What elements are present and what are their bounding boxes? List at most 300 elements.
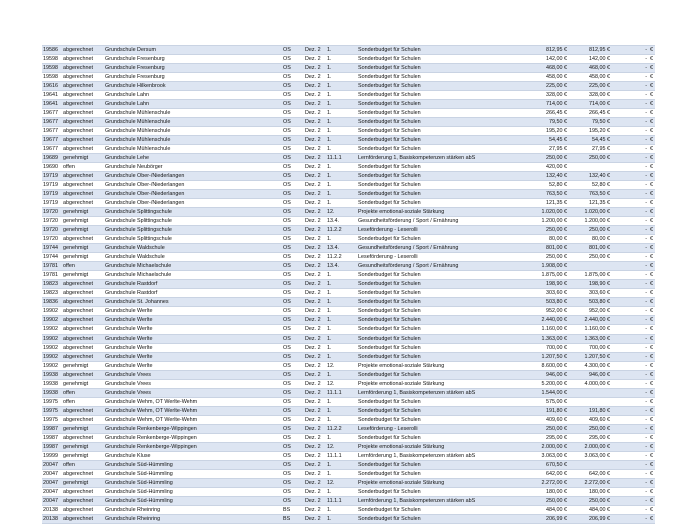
requested-amount-cell: 195,20 € bbox=[525, 127, 568, 136]
measure-cell: Sonderbudget für Schulen bbox=[357, 298, 525, 307]
currency-cell: € bbox=[650, 335, 653, 342]
remaining-amount-cell: - bbox=[611, 514, 648, 523]
approved-amount-cell: 4.000,00 € bbox=[568, 379, 611, 388]
remaining-amount-cell: - bbox=[611, 55, 648, 64]
remaining-amount-cell: - bbox=[611, 289, 648, 298]
table-row bbox=[42, 181, 655, 190]
measure-code-cell: 1. bbox=[326, 118, 357, 127]
school-cell: Grundschule Michaelschule bbox=[104, 262, 282, 271]
requested-amount-cell: 714,00 € bbox=[525, 100, 568, 109]
requested-amount-cell: 801,00 € bbox=[525, 244, 568, 253]
measure-cell: Projekte emotional-soziale Stärkung bbox=[357, 379, 525, 388]
region-cell: OS bbox=[282, 154, 304, 163]
department-cell: Dez. 2 bbox=[304, 433, 326, 442]
requested-amount-cell: 250,00 € bbox=[525, 154, 568, 163]
measure-cell: Leseförderung - Leserolli bbox=[357, 424, 525, 433]
table-row bbox=[42, 514, 655, 523]
school-cell: Grundschule Mühlenschule bbox=[104, 109, 282, 118]
department-cell: Dez. 2 bbox=[304, 478, 326, 487]
id-cell: 19744 bbox=[42, 244, 62, 253]
measure-cell: Sonderbudget für Schulen bbox=[357, 271, 525, 280]
status-cell: offen bbox=[62, 262, 104, 271]
measure-cell: Gesundheitsförderung / Sport / Ernährung bbox=[357, 217, 525, 226]
id-cell: 19823 bbox=[42, 280, 62, 289]
measure-cell: Sonderbudget für Schulen bbox=[357, 352, 525, 361]
school-cell: Grundschule Wehm, OT Werlte-Wehm bbox=[104, 406, 282, 415]
department-cell: Dez. 2 bbox=[304, 55, 326, 64]
table-row bbox=[42, 46, 655, 55]
approved-amount-cell: 4.300,00 € bbox=[568, 361, 611, 370]
currency-cell: € bbox=[650, 479, 653, 486]
school-cell: Grundschule Ober-/Niederlangen bbox=[104, 172, 282, 181]
approved-amount-cell: 946,00 € bbox=[568, 370, 611, 379]
school-cell: Grundschule Vrees bbox=[104, 388, 282, 397]
department-cell: Dez. 2 bbox=[304, 487, 326, 496]
status-cell: genehmigt bbox=[62, 424, 104, 433]
measure-code-cell: 11.1.1 bbox=[326, 154, 357, 163]
table-row bbox=[42, 136, 655, 145]
region-cell: OS bbox=[282, 397, 304, 406]
requested-amount-cell: 8.600,00 € bbox=[525, 361, 568, 370]
status-cell: abgerechnet bbox=[62, 469, 104, 478]
id-cell: 19641 bbox=[42, 91, 62, 100]
school-cell: Grundschule Mühlenschule bbox=[104, 127, 282, 136]
measure-cell: Sonderbudget für Schulen bbox=[357, 145, 525, 154]
requested-amount-cell: 503,80 € bbox=[525, 298, 568, 307]
school-cell: Grundschule Neubörger bbox=[104, 163, 282, 172]
department-cell: Dez. 2 bbox=[304, 190, 326, 199]
id-cell: 19987 bbox=[42, 424, 62, 433]
status-cell: offen bbox=[62, 163, 104, 172]
school-cell: Grundschule Splittingschule bbox=[104, 226, 282, 235]
table-row bbox=[42, 442, 655, 451]
currency-cell: € bbox=[650, 380, 653, 387]
region-cell: OS bbox=[282, 127, 304, 136]
id-cell: 19598 bbox=[42, 64, 62, 73]
requested-amount-cell: 2.000,00 € bbox=[525, 442, 568, 451]
school-cell: Grundschule Süd-Hümmling bbox=[104, 487, 282, 496]
table-row bbox=[42, 55, 655, 64]
approved-amount-cell: 195,20 € bbox=[568, 127, 611, 136]
requested-amount-cell: 328,00 € bbox=[525, 91, 568, 100]
region-cell: OS bbox=[282, 334, 304, 343]
requested-amount-cell: 206,99 € bbox=[525, 514, 568, 523]
department-cell: Dez. 2 bbox=[304, 145, 326, 154]
table-row bbox=[42, 127, 655, 136]
remaining-amount-cell: - bbox=[611, 46, 648, 55]
requested-amount-cell: 420,00 € bbox=[525, 163, 568, 172]
department-cell: Dez. 2 bbox=[304, 451, 326, 460]
measure-code-cell: 1. bbox=[326, 64, 357, 73]
requested-amount-cell: 132,40 € bbox=[525, 172, 568, 181]
region-cell: OS bbox=[282, 361, 304, 370]
measure-cell: Sonderbudget für Schulen bbox=[357, 460, 525, 469]
remaining-amount-cell: - bbox=[611, 136, 648, 145]
requested-amount-cell: 1.908,00 € bbox=[525, 262, 568, 271]
remaining-amount-cell: - bbox=[611, 127, 648, 136]
table-row bbox=[42, 451, 655, 460]
id-cell: 19598 bbox=[42, 55, 62, 64]
measure-code-cell: 1. bbox=[326, 235, 357, 244]
currency-cell: € bbox=[650, 470, 653, 477]
school-cell: Grundschule Süd-Hümmling bbox=[104, 460, 282, 469]
status-cell: abgerechnet bbox=[62, 127, 104, 136]
school-cell: Grundschule Fresenburg bbox=[104, 64, 282, 73]
remaining-amount-cell: - bbox=[611, 352, 648, 361]
measure-code-cell: 1. bbox=[326, 460, 357, 469]
requested-amount-cell: 468,00 € bbox=[525, 64, 568, 73]
remaining-amount-cell: - bbox=[611, 262, 648, 271]
department-cell: Dez. 2 bbox=[304, 397, 326, 406]
measure-cell: Sonderbudget für Schulen bbox=[357, 487, 525, 496]
school-cell: Grundschule Werlte bbox=[104, 316, 282, 325]
requested-amount-cell: 142,00 € bbox=[525, 55, 568, 64]
table-row bbox=[42, 379, 655, 388]
region-cell: OS bbox=[282, 298, 304, 307]
department-cell: Dez. 2 bbox=[304, 325, 326, 334]
department-cell: Dez. 2 bbox=[304, 334, 326, 343]
remaining-amount-cell: - bbox=[611, 244, 648, 253]
currency-cell: € bbox=[650, 434, 653, 441]
region-cell: OS bbox=[282, 370, 304, 379]
school-cell: Grundschule Splittingschule bbox=[104, 208, 282, 217]
status-cell: abgerechnet bbox=[62, 406, 104, 415]
table-row bbox=[42, 370, 655, 379]
id-cell: 20138 bbox=[42, 505, 62, 514]
status-cell: genehmigt bbox=[62, 361, 104, 370]
measure-cell: Sonderbudget für Schulen bbox=[357, 136, 525, 145]
measure-cell: Sonderbudget für Schulen bbox=[357, 415, 525, 424]
region-cell: OS bbox=[282, 136, 304, 145]
currency-cell: € bbox=[650, 362, 653, 369]
id-cell: 19987 bbox=[42, 433, 62, 442]
department-cell: Dez. 2 bbox=[304, 91, 326, 100]
requested-amount-cell: 1.207,50 € bbox=[525, 352, 568, 361]
requested-amount-cell: 700,00 € bbox=[525, 343, 568, 352]
measure-code-cell: 1. bbox=[326, 469, 357, 478]
requested-amount-cell: 303,60 € bbox=[525, 289, 568, 298]
approved-amount-cell: 1.160,00 € bbox=[568, 325, 611, 334]
approved-amount-cell: 198,90 € bbox=[568, 280, 611, 289]
status-cell: abgerechnet bbox=[62, 514, 104, 523]
requested-amount-cell: 3.063,00 € bbox=[525, 451, 568, 460]
requested-amount-cell: 250,00 € bbox=[525, 253, 568, 262]
measure-cell: Sonderbudget für Schulen bbox=[357, 181, 525, 190]
school-cell: Grundschule Lahn bbox=[104, 100, 282, 109]
measure-cell: Sonderbudget für Schulen bbox=[357, 514, 525, 523]
region-cell: OS bbox=[282, 325, 304, 334]
approved-amount-cell: 1.200,00 € bbox=[568, 217, 611, 226]
department-cell: Dez. 2 bbox=[304, 244, 326, 253]
department-cell: Dez. 2 bbox=[304, 316, 326, 325]
table-row bbox=[42, 91, 655, 100]
currency-cell: € bbox=[650, 398, 653, 405]
table-row bbox=[42, 406, 655, 415]
approved-amount-cell bbox=[568, 397, 611, 406]
approved-amount-cell: 458,00 € bbox=[568, 73, 611, 82]
department-cell: Dez. 2 bbox=[304, 82, 326, 91]
remaining-amount-cell: - bbox=[611, 163, 648, 172]
measure-code-cell: 1. bbox=[326, 91, 357, 100]
id-cell: 19677 bbox=[42, 109, 62, 118]
department-cell: Dez. 2 bbox=[304, 73, 326, 82]
department-cell: Dez. 2 bbox=[304, 289, 326, 298]
status-cell: offen bbox=[62, 388, 104, 397]
department-cell: Dez. 2 bbox=[304, 118, 326, 127]
school-cell: Grundschule Werlte bbox=[104, 361, 282, 370]
remaining-amount-cell: - bbox=[611, 181, 648, 190]
department-cell: Dez. 2 bbox=[304, 136, 326, 145]
approved-amount-cell: 225,00 € bbox=[568, 82, 611, 91]
school-cell: Grundschule Splittingschule bbox=[104, 217, 282, 226]
measure-code-cell: 11.2.2 bbox=[326, 253, 357, 262]
remaining-amount-cell: - bbox=[611, 145, 648, 154]
approved-amount-cell: 303,60 € bbox=[568, 289, 611, 298]
measure-cell: Sonderbudget für Schulen bbox=[357, 397, 525, 406]
approved-amount-cell: 1.363,00 € bbox=[568, 334, 611, 343]
approved-amount-cell: 714,00 € bbox=[568, 100, 611, 109]
id-cell: 19975 bbox=[42, 397, 62, 406]
remaining-amount-cell: - bbox=[611, 487, 648, 496]
school-cell: Grundschule Ober-/Niederlangen bbox=[104, 190, 282, 199]
school-cell: Grundschule Werlte bbox=[104, 307, 282, 316]
table-row bbox=[42, 271, 655, 280]
measure-cell: Lernförderung 1, Basiskompetenzen stärken abS bbox=[357, 154, 525, 163]
department-cell: Dez. 2 bbox=[304, 109, 326, 118]
table-row bbox=[42, 424, 655, 433]
measure-cell: Sonderbudget für Schulen bbox=[357, 118, 525, 127]
status-cell: abgerechnet bbox=[62, 505, 104, 514]
status-cell: abgerechnet bbox=[62, 352, 104, 361]
approved-amount-cell: 27,95 € bbox=[568, 145, 611, 154]
measure-cell: Sonderbudget für Schulen bbox=[357, 172, 525, 181]
id-cell: 19902 bbox=[42, 361, 62, 370]
measure-cell: Sonderbudget für Schulen bbox=[357, 316, 525, 325]
status-cell: genehmigt bbox=[62, 451, 104, 460]
region-cell: OS bbox=[282, 118, 304, 127]
currency-cell: € bbox=[650, 425, 653, 432]
status-cell: abgerechnet bbox=[62, 100, 104, 109]
department-cell: Dez. 2 bbox=[304, 64, 326, 73]
remaining-amount-cell: - bbox=[611, 406, 648, 415]
region-cell: OS bbox=[282, 496, 304, 505]
region-cell: OS bbox=[282, 460, 304, 469]
region-cell: OS bbox=[282, 73, 304, 82]
department-cell: Dez. 2 bbox=[304, 280, 326, 289]
measure-cell: Sonderbudget für Schulen bbox=[357, 82, 525, 91]
status-cell: abgerechnet bbox=[62, 172, 104, 181]
requested-amount-cell: 1.160,00 € bbox=[525, 325, 568, 334]
table-row bbox=[42, 433, 655, 442]
status-cell: genehmigt bbox=[62, 379, 104, 388]
status-cell: abgerechnet bbox=[62, 109, 104, 118]
requested-amount-cell: 946,00 € bbox=[525, 370, 568, 379]
currency-cell: € bbox=[650, 182, 653, 189]
id-cell: 19781 bbox=[42, 262, 62, 271]
measure-cell: Sonderbudget für Schulen bbox=[357, 469, 525, 478]
region-cell: OS bbox=[282, 199, 304, 208]
id-cell: 20047 bbox=[42, 460, 62, 469]
remaining-amount-cell: - bbox=[611, 91, 648, 100]
currency-cell: € bbox=[650, 74, 653, 81]
school-cell: Grundschule Waldschule bbox=[104, 244, 282, 253]
currency-cell: € bbox=[650, 416, 653, 423]
requested-amount-cell: 952,00 € bbox=[525, 307, 568, 316]
currency-cell: € bbox=[650, 164, 653, 171]
region-cell: OS bbox=[282, 379, 304, 388]
remaining-amount-cell: - bbox=[611, 433, 648, 442]
measure-code-cell: 1. bbox=[326, 73, 357, 82]
school-cell: Grundschule Michaelschule bbox=[104, 271, 282, 280]
measure-code-cell: 1. bbox=[326, 280, 357, 289]
measure-code-cell: 1. bbox=[326, 433, 357, 442]
school-cell: Grundschule Werlte bbox=[104, 343, 282, 352]
measure-cell: Sonderbudget für Schulen bbox=[357, 190, 525, 199]
remaining-amount-cell: - bbox=[611, 415, 648, 424]
measure-code-cell: 11.2.2 bbox=[326, 424, 357, 433]
requested-amount-cell: 79,50 € bbox=[525, 118, 568, 127]
status-cell: abgerechnet bbox=[62, 118, 104, 127]
status-cell: abgerechnet bbox=[62, 136, 104, 145]
region-cell: OS bbox=[282, 100, 304, 109]
requested-amount-cell: 642,00 € bbox=[525, 469, 568, 478]
measure-code-cell: 1. bbox=[326, 199, 357, 208]
table-row bbox=[42, 352, 655, 361]
currency-cell: € bbox=[650, 488, 653, 495]
requested-amount-cell: 1.363,00 € bbox=[525, 334, 568, 343]
region-cell: OS bbox=[282, 415, 304, 424]
currency-cell: € bbox=[650, 326, 653, 333]
school-cell: Grundschule Rheinring bbox=[104, 505, 282, 514]
table-row bbox=[42, 415, 655, 424]
measure-code-cell: 12. bbox=[326, 361, 357, 370]
id-cell: 19938 bbox=[42, 388, 62, 397]
requested-amount-cell: 458,00 € bbox=[525, 73, 568, 82]
approved-amount-cell: 2.440,00 € bbox=[568, 316, 611, 325]
id-cell: 19719 bbox=[42, 181, 62, 190]
status-cell: genehmigt bbox=[62, 154, 104, 163]
status-cell: genehmigt bbox=[62, 478, 104, 487]
remaining-amount-cell: - bbox=[611, 235, 648, 244]
remaining-amount-cell: - bbox=[611, 64, 648, 73]
status-cell: abgerechnet bbox=[62, 316, 104, 325]
status-cell: abgerechnet bbox=[62, 46, 104, 55]
measure-code-cell: 1. bbox=[326, 145, 357, 154]
requested-amount-cell: 250,00 € bbox=[525, 424, 568, 433]
measure-code-cell: 11.1.1 bbox=[326, 496, 357, 505]
requested-amount-cell: 1.020,00 € bbox=[525, 208, 568, 217]
region-cell: OS bbox=[282, 289, 304, 298]
measure-cell: Sonderbudget für Schulen bbox=[357, 334, 525, 343]
remaining-amount-cell: - bbox=[611, 370, 648, 379]
measure-cell: Sonderbudget für Schulen bbox=[357, 289, 525, 298]
measure-code-cell: 1. bbox=[326, 181, 357, 190]
department-cell: Dez. 2 bbox=[304, 379, 326, 388]
remaining-amount-cell: - bbox=[611, 82, 648, 91]
currency-cell: € bbox=[650, 353, 653, 360]
remaining-amount-cell: - bbox=[611, 118, 648, 127]
region-cell: OS bbox=[282, 253, 304, 262]
measure-cell: Sonderbudget für Schulen bbox=[357, 46, 525, 55]
remaining-amount-cell: - bbox=[611, 280, 648, 289]
remaining-amount-cell: - bbox=[611, 271, 648, 280]
status-cell: abgerechnet bbox=[62, 235, 104, 244]
approved-amount-cell: 266,45 € bbox=[568, 109, 611, 118]
department-cell: Dez. 2 bbox=[304, 370, 326, 379]
measure-cell: Sonderbudget für Schulen bbox=[357, 325, 525, 334]
department-cell: Dez. 2 bbox=[304, 235, 326, 244]
measure-code-cell: 1. bbox=[326, 100, 357, 109]
remaining-amount-cell: - bbox=[611, 316, 648, 325]
measure-code-cell: 11.1.1 bbox=[326, 451, 357, 460]
region-cell: OS bbox=[282, 163, 304, 172]
currency-cell: € bbox=[650, 110, 653, 117]
currency-cell: € bbox=[650, 119, 653, 126]
school-cell: Grundschule Ober-/Niederlangen bbox=[104, 181, 282, 190]
status-cell: offen bbox=[62, 460, 104, 469]
school-cell: Grundschule Werlte bbox=[104, 325, 282, 334]
department-cell: Dez. 2 bbox=[304, 172, 326, 181]
region-cell: OS bbox=[282, 46, 304, 55]
approved-amount-cell: 142,00 € bbox=[568, 55, 611, 64]
measure-cell: Sonderbudget für Schulen bbox=[357, 235, 525, 244]
measure-code-cell: 1. bbox=[326, 127, 357, 136]
remaining-amount-cell: - bbox=[611, 460, 648, 469]
currency-cell: € bbox=[650, 218, 653, 225]
approved-amount-cell: 206,99 € bbox=[568, 514, 611, 523]
currency-cell: € bbox=[650, 146, 653, 153]
measure-code-cell: 12. bbox=[326, 208, 357, 217]
table-row bbox=[42, 208, 655, 217]
table-row bbox=[42, 388, 655, 397]
region-cell: OS bbox=[282, 280, 304, 289]
remaining-amount-cell: - bbox=[611, 496, 648, 505]
status-cell: abgerechnet bbox=[62, 415, 104, 424]
region-cell: OS bbox=[282, 469, 304, 478]
requested-amount-cell: 250,00 € bbox=[525, 226, 568, 235]
id-cell: 19598 bbox=[42, 73, 62, 82]
region-cell: OS bbox=[282, 487, 304, 496]
measure-cell: Sonderbudget für Schulen bbox=[357, 109, 525, 118]
requested-amount-cell: 198,90 € bbox=[525, 280, 568, 289]
region-cell: OS bbox=[282, 451, 304, 460]
requested-amount-cell: 225,00 € bbox=[525, 82, 568, 91]
remaining-amount-cell: - bbox=[611, 397, 648, 406]
table-row bbox=[42, 118, 655, 127]
requested-amount-cell: 191,80 € bbox=[525, 406, 568, 415]
currency-cell: € bbox=[650, 173, 653, 180]
school-cell: Grundschule Renkenberge-Wippingen bbox=[104, 424, 282, 433]
id-cell: 19586 bbox=[42, 46, 62, 55]
approved-amount-cell: 54,45 € bbox=[568, 136, 611, 145]
table-row bbox=[42, 190, 655, 199]
id-cell: 19719 bbox=[42, 190, 62, 199]
school-cell: Grundschule Ober-/Niederlangen bbox=[104, 199, 282, 208]
approved-amount-cell: 250,00 € bbox=[568, 226, 611, 235]
remaining-amount-cell: - bbox=[611, 424, 648, 433]
remaining-amount-cell: - bbox=[611, 388, 648, 397]
table-row bbox=[42, 298, 655, 307]
region-cell: OS bbox=[282, 316, 304, 325]
measure-cell: Sonderbudget für Schulen bbox=[357, 55, 525, 64]
id-cell: 19720 bbox=[42, 235, 62, 244]
requested-amount-cell: 575,00 € bbox=[525, 397, 568, 406]
status-cell: abgerechnet bbox=[62, 298, 104, 307]
table-row bbox=[42, 316, 655, 325]
currency-cell: € bbox=[650, 281, 653, 288]
measure-cell: Sonderbudget für Schulen bbox=[357, 163, 525, 172]
currency-cell: € bbox=[650, 47, 653, 53]
